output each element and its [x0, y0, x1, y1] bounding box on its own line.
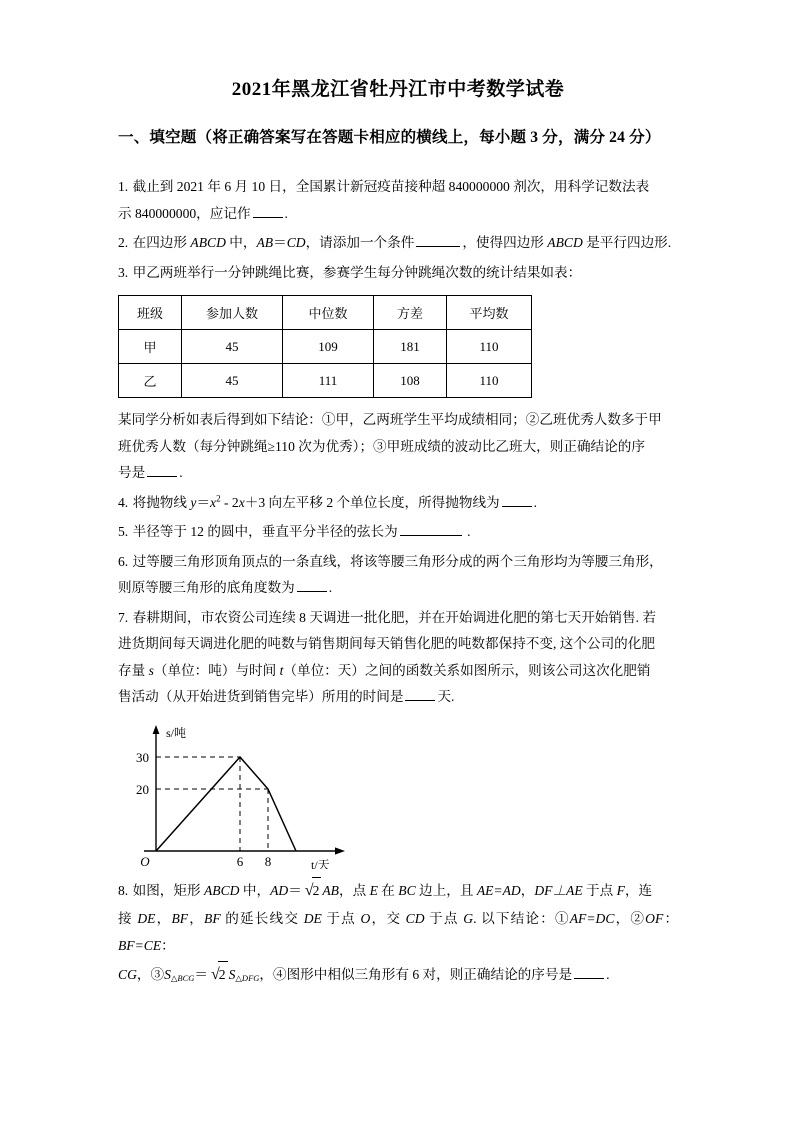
question-4-var-x-2: x	[238, 494, 245, 510]
x-axis-arrow	[335, 847, 345, 854]
question-7-tail: 天.	[437, 689, 455, 705]
table-cell-variance-jia: 181	[374, 330, 447, 364]
question-8-l3-a: ，③	[136, 967, 165, 983]
question-6-tail: .	[328, 580, 333, 596]
question-2-lead: 在四边形	[132, 235, 191, 251]
question-4-minus-term: - 2	[220, 494, 239, 510]
question-8-l2-c: ，	[188, 911, 205, 927]
question-8-var-o: O	[360, 911, 371, 927]
question-3-intro: 甲乙两班举行一分钟跳绳比赛，参赛学生每分钟跳绳次数的统计结果如表：	[132, 264, 582, 280]
question-4-blank[interactable]	[502, 506, 532, 507]
question-8-var-f: F	[616, 882, 625, 898]
question-8-var-abcd: ABCD	[203, 882, 240, 898]
question-7-var-s: s	[148, 662, 154, 678]
question-4-tail: .	[533, 494, 538, 510]
question-7-line-4: 售活动（从开始进货到销售完毕）所用的时间是	[118, 689, 404, 705]
question-8-sqrt-2-first	[303, 875, 322, 906]
question-8-l2-b: ，	[155, 911, 172, 927]
question-2-tail: 是平行四边形.	[582, 235, 672, 251]
question-1-line-1: 截止到 2021 年 6 月 10 日，全国累计新冠疫苗接种超 840000000 剂次，用科学记数法表	[132, 179, 650, 195]
table-row	[119, 330, 532, 364]
question-5-blank[interactable]	[400, 535, 462, 536]
question-6-line-2: 则原等腰三角形的底角度数为	[118, 580, 295, 596]
question-5	[118, 519, 678, 546]
y-axis-arrow	[153, 725, 160, 734]
question-8-l2-g: 于点	[424, 911, 464, 927]
question-4-number: 4.	[118, 494, 129, 510]
question-2-var-cd: CD	[286, 235, 306, 251]
table-col-header-class: 班级	[119, 296, 182, 330]
question-6-number: 6.	[118, 553, 129, 569]
question-7-line-3a: 存量	[118, 662, 149, 678]
question-8-concl-1: AF=DC	[569, 911, 615, 927]
question-8	[118, 875, 678, 990]
question-2-var-abcd-2: ABCD	[547, 235, 583, 251]
question-8-l1-e: 边上，且	[415, 882, 477, 898]
question-8-var-bf-2: BF	[204, 911, 221, 927]
question-3-tail: .	[179, 465, 183, 481]
section-heading: 一、填空题（将正确答案写在答题卡相应的横线上，每小题 3 分，满分 24 分）	[118, 128, 661, 146]
question-2-mid-2: ，请添加一个条件	[305, 235, 415, 251]
question-8-number: 8.	[118, 882, 129, 898]
question-4-equals: ＝	[196, 494, 211, 510]
question-2-mid-1: 中，	[225, 235, 257, 251]
question-8-l1-g: 于点	[582, 882, 617, 898]
question-8-l1-d: 在	[377, 882, 399, 898]
question-2-var-ab: AB	[256, 235, 274, 251]
radical-icon: √	[211, 966, 220, 984]
question-5-number: 5.	[118, 524, 129, 540]
y-tick-label-30: 30	[136, 749, 149, 765]
question-2-mid-3: ，使得四边形	[462, 235, 548, 251]
question-3-analysis-line-2: 班优秀人数（每分钟跳绳≥110 次为优秀）；③甲班成绩的波动比乙班大，则正确结论的序	[118, 438, 645, 454]
question-8-var-de-2: DE	[303, 911, 322, 927]
question-8-var-cd: CD	[405, 911, 425, 927]
question-6-line-1: 过等腰三角形顶角顶点的一条直线，将该等腰三角形分成的两个三角形均为等腰三角形，	[132, 553, 663, 569]
table-cell-mean-yi: 110	[447, 364, 532, 398]
question-7-line-1: 春耕期间，市农资公司连续 8 天调进一批化肥，并在开始调进化肥的第七天开始销售. 若	[132, 609, 656, 625]
question-8-l1-h: ，连	[624, 882, 653, 898]
question-8-var-ad: AD	[270, 882, 289, 898]
question-7	[118, 605, 678, 711]
question-5-text: 半径等于 12 的圆中，垂直平分半径的弦长为	[132, 524, 398, 540]
fertilizer-stock-chart	[126, 719, 366, 869]
question-8-sqrt-radicand-1: 2	[312, 877, 322, 905]
table-cell-class-jia: 甲	[119, 330, 182, 364]
question-5-tail: .	[467, 524, 471, 540]
table-cell-participants-jia: 45	[182, 330, 283, 364]
question-8-var-de-1: DE	[137, 911, 156, 927]
table-header-row	[119, 296, 532, 330]
question-3-number: 3.	[118, 264, 129, 280]
table-cell-class-yi: 乙	[119, 364, 182, 398]
question-8-l1-eq: ＝	[288, 882, 302, 898]
question-8-area-s2: S	[228, 967, 236, 983]
question-8-var-e: E	[369, 882, 378, 898]
chart-svg	[126, 719, 366, 869]
question-8-rel-ae-ad: AE=AD	[476, 882, 521, 898]
question-1-blank[interactable]	[253, 217, 283, 218]
question-8-area-s1: S	[164, 967, 171, 983]
table-col-header-variance: 方差	[374, 296, 447, 330]
table-col-header-median: 中位数	[283, 296, 374, 330]
question-8-concl-2-cg: CG	[118, 967, 137, 983]
y-tick-label-20: 20	[136, 781, 149, 797]
question-6	[118, 549, 678, 602]
question-8-area-s1-subscript: △BCG	[170, 973, 195, 984]
question-8-l2-j: ：	[663, 911, 679, 927]
table-row	[119, 364, 532, 398]
x-tick-label-8: 8	[264, 853, 272, 869]
question-8-l1-f: ，	[520, 882, 535, 898]
question-7-blank[interactable]	[405, 700, 435, 701]
table-col-header-mean: 平均数	[447, 296, 532, 330]
table-cell-mean-jia: 110	[447, 330, 532, 364]
page-content	[118, 78, 678, 993]
question-2-var-abcd-1: ABCD	[190, 235, 226, 251]
question-2-equals: ＝	[273, 235, 287, 251]
question-8-concl-2-of: OF	[645, 911, 664, 927]
statistics-table	[118, 295, 532, 398]
question-8-l2-a: 接	[118, 911, 138, 927]
table-cell-participants-yi: 45	[182, 364, 283, 398]
question-1-tail: .	[284, 205, 288, 221]
x-axis-label: t/天	[311, 857, 330, 869]
question-2	[118, 230, 678, 257]
radical-icon: √	[304, 881, 314, 899]
question-7-line-3c: （单位：天）之间的函数关系如图所示，则该公司这次化肥销	[283, 662, 651, 678]
question-3	[118, 260, 678, 287]
table-cell-variance-yi: 108	[374, 364, 447, 398]
table-header	[119, 296, 532, 330]
question-3-analysis-line-3: 号是	[118, 465, 146, 481]
question-4-lead: 将抛物线	[132, 494, 191, 510]
origin-label: O	[140, 853, 150, 869]
chart-data-line	[156, 757, 296, 851]
question-4-exponent: 2	[216, 493, 221, 504]
question-1	[118, 174, 678, 227]
question-4-mid: 向左平移 2 个单位长度，所得抛物线为	[268, 494, 500, 510]
question-8-l3-eq: ＝	[194, 967, 209, 983]
question-8-l2-d: 的延长线交	[220, 911, 304, 927]
question-7-line-3b: （单位：吨）与时间	[153, 662, 280, 678]
question-3-blank[interactable]	[147, 476, 177, 477]
question-8-concl-2-bf-ce: BF=CE	[118, 937, 162, 953]
question-8-l3-b: ，④图形中相似三角形有 6 对，则正确结论的序号是	[259, 967, 573, 983]
question-4-plus-term: ＋3	[244, 494, 269, 510]
page-title: 2021年黑龙江省牡丹江市中考数学试卷	[231, 79, 565, 100]
table-body	[119, 330, 532, 398]
table-col-header-participants: 参加人数	[182, 296, 283, 330]
question-7-var-t: t	[279, 662, 284, 678]
question-8-var-ab: AB	[322, 882, 339, 898]
question-8-var-bc: BC	[398, 882, 416, 898]
y-axis-label: s/吨	[166, 725, 187, 740]
question-1-line-2: 示 840000000，应记作	[118, 205, 251, 221]
question-8-l1-a: 如图，矩形	[132, 882, 204, 898]
question-8-l2-k: ：	[161, 937, 175, 953]
question-8-area-s2-subscript: △DFG	[235, 973, 260, 984]
question-8-var-bf-1: BF	[171, 911, 189, 927]
question-4-var-y: y	[190, 494, 197, 510]
question-3-analysis	[118, 407, 678, 487]
question-8-blank[interactable]	[574, 978, 604, 979]
question-8-l1-b: 中，	[239, 882, 271, 898]
question-6-blank[interactable]	[297, 591, 327, 592]
question-8-var-g: G	[463, 911, 474, 927]
question-8-l2-i: ，②	[614, 911, 646, 927]
question-4-var-x-1: x	[210, 494, 217, 510]
question-8-tail: .	[606, 967, 610, 983]
question-7-number: 7.	[118, 609, 129, 625]
question-2-blank[interactable]	[416, 246, 460, 247]
table-cell-median-jia: 109	[283, 330, 374, 364]
question-8-l1-c: ，点	[338, 882, 370, 898]
x-tick-label-6: 6	[236, 853, 244, 869]
question-3-analysis-line-1: 某同学分析如表后得到如下结论：①甲，乙两班学生平均成绩相同；②乙班优秀人数多于甲	[118, 412, 662, 428]
table-cell-median-yi: 111	[283, 364, 374, 398]
question-8-l2-f: ，交	[370, 911, 406, 927]
question-8-sqrt-2-second	[209, 959, 228, 990]
question-7-line-2: 进货期间每天调进化肥的吨数与销售期间每天销售化肥的吨数都保持不变, 这个公司的化肥	[118, 636, 655, 652]
question-8-l2-e: 于点	[321, 911, 361, 927]
question-8-l2-h: . 以下结论：①	[473, 911, 570, 927]
question-8-rel-df-ae: DF⊥AE	[534, 882, 583, 898]
question-1-number: 1.	[118, 179, 129, 195]
question-4	[118, 490, 678, 517]
question-8-sqrt-radicand-2: 2	[218, 961, 228, 989]
question-2-number: 2.	[118, 235, 129, 251]
